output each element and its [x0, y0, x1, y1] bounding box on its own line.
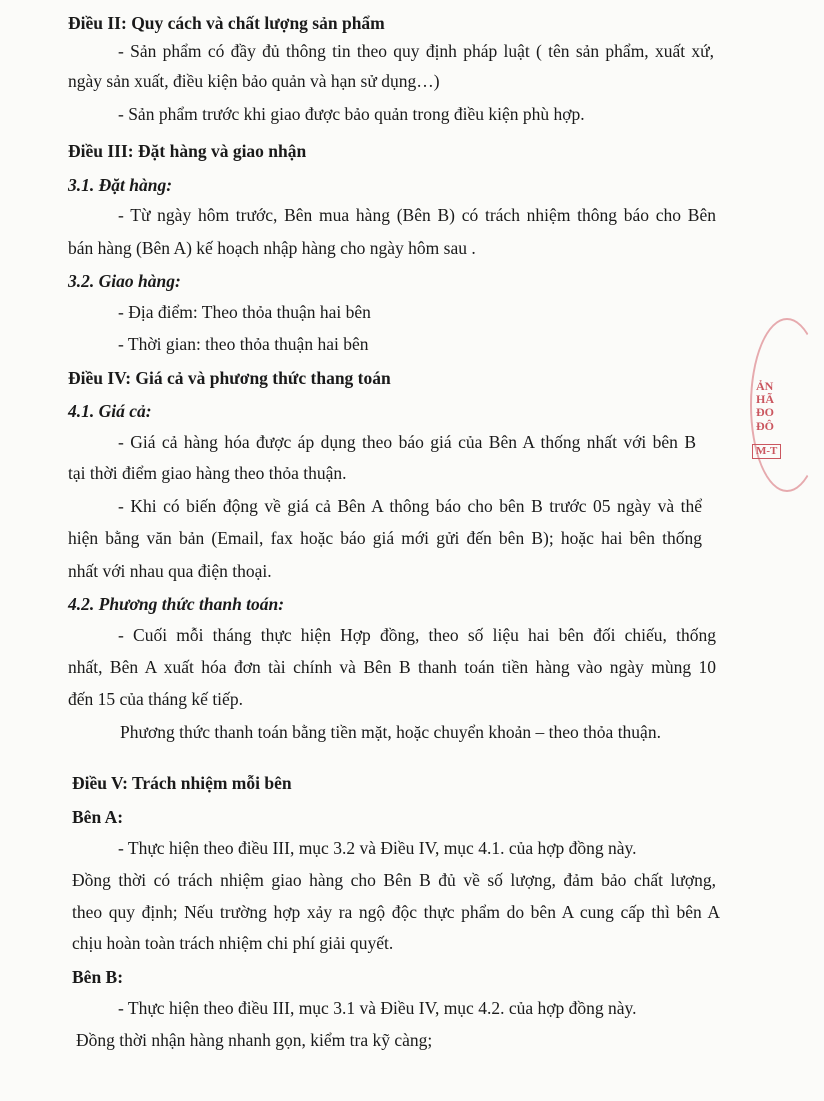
paragraph-line: - Địa điểm: Theo thỏa thuận hai bên: [118, 302, 371, 322]
paragraph-line: - Thời gian: theo thỏa thuận hai bên: [118, 334, 369, 354]
company-stamp: [742, 318, 802, 488]
paragraph-line: - Cuối mỗi tháng thực hiện Hợp đồng, theo số liệu hai bên đối chiếu, thống: [118, 625, 716, 645]
section-heading-dieu-3: Điều III: Đặt hàng và giao nhận: [68, 141, 307, 161]
paragraph-line: hiện bằng văn bản (Email, fax hoặc báo giá mới gửi đến bên B); hoặc hai bên thống: [68, 528, 702, 548]
stamp-text: ĐÔ: [756, 419, 774, 433]
stamp-text: ẢN: [756, 379, 774, 393]
paragraph-line: - Giá cả hàng hóa được áp dụng theo báo giá của Bên A thống nhất với bên B: [118, 432, 696, 452]
paragraph-line: đến 15 của tháng kế tiếp.: [68, 689, 243, 709]
stamp-code: M-T: [752, 444, 781, 459]
paragraph-line: - Khi có biến động về giá cả Bên A thông báo cho bên B trước 05 ngày và thể: [118, 496, 702, 516]
stamp-text: HÃ: [756, 392, 774, 406]
subsection-heading-4-2: 4.2. Phương thức thanh toán:: [68, 594, 285, 614]
subsection-heading-4-1: 4.1. Giá cả:: [68, 401, 152, 421]
paragraph-line: - Sản phẩm có đầy đủ thông tin theo quy định pháp luật ( tên sản phẩm, xuất xứ,: [118, 41, 714, 61]
subsection-heading-3-1: 3.1. Đặt hàng:: [68, 175, 173, 195]
paragraph-line: - Thực hiện theo điều III, mục 3.2 và Điều IV, mục 4.1. của hợp đồng này.: [118, 838, 637, 858]
subsection-heading-3-2: 3.2. Giao hàng:: [68, 271, 181, 291]
party-heading-ben-a: Bên A:: [72, 807, 124, 827]
section-heading-dieu-4: Điều IV: Giá cả và phương thức thang toán: [68, 368, 391, 388]
stamp-text: ĐO: [756, 405, 774, 419]
paragraph-line: Phương thức thanh toán bằng tiền mặt, hoặc chuyển khoản – theo thỏa thuận.: [120, 722, 661, 742]
section-heading-dieu-5: Điều V: Trách nhiệm mỗi bên: [72, 773, 292, 793]
paragraph-line: bán hàng (Bên A) kế hoạch nhập hàng cho ngày hôm sau .: [68, 238, 476, 258]
paragraph-line: - Thực hiện theo điều III, mục 3.1 và Điều IV, mục 4.2. của hợp đồng này.: [118, 998, 637, 1018]
party-heading-ben-b: Bên B:: [72, 967, 124, 987]
paragraph-line: Đồng thời có trách nhiệm giao hàng cho Bên B đủ về số lượng, đảm bảo chất lượng,: [72, 870, 716, 890]
paragraph-line: tại thời điểm giao hàng theo thỏa thuận.: [68, 463, 347, 483]
section-heading-dieu-2: Điều II: Quy cách và chất lượng sản phẩm: [68, 13, 385, 33]
paragraph-line: nhất, Bên A xuất hóa đơn tài chính và Bên B thanh toán tiền hàng vào ngày mùng 10: [68, 657, 716, 677]
paragraph-line: - Sản phẩm trước khi giao được bảo quản trong điều kiện phù hợp.: [118, 104, 585, 124]
paragraph-line: - Từ ngày hôm trước, Bên mua hàng (Bên B) có trách nhiệm thông báo cho Bên: [118, 205, 716, 225]
paragraph-line: Đồng thời nhận hàng nhanh gọn, kiểm tra kỹ càng;: [76, 1030, 433, 1050]
paragraph-line: chịu hoàn toàn trách nhiệm chi phí giải quyết.: [72, 933, 394, 953]
paragraph-line: ngày sản xuất, điều kiện bảo quản và hạn sử dụng…): [68, 71, 440, 91]
paragraph-line: nhất với nhau qua điện thoại.: [68, 561, 272, 581]
paragraph-line: theo quy định; Nếu trường hợp xảy ra ngộ độc thực phẩm do bên A cung cấp thì bên A: [72, 902, 720, 922]
